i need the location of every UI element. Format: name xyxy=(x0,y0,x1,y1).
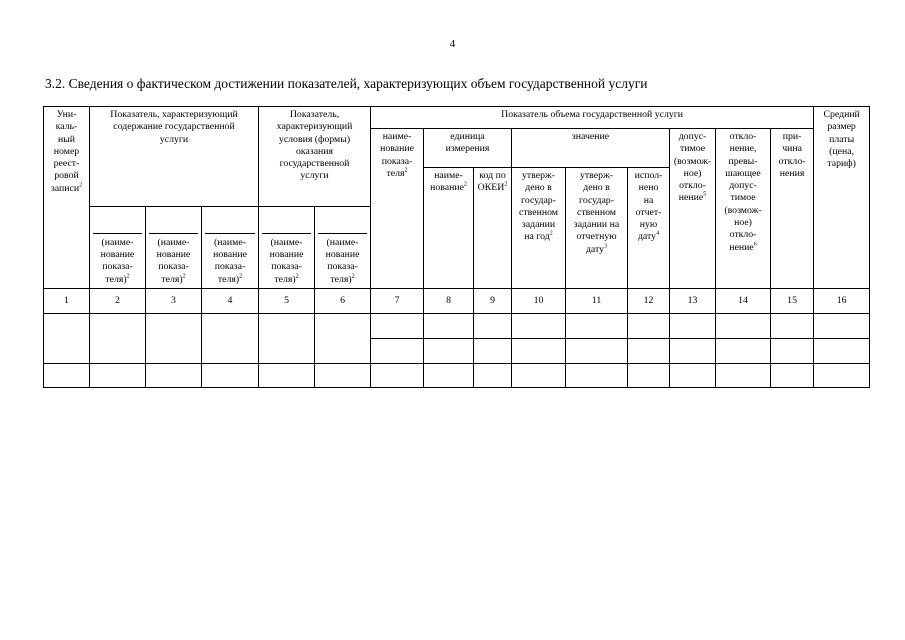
empty-cell xyxy=(371,364,424,388)
header-text-line: показа- xyxy=(327,261,358,273)
header-text-line: номер xyxy=(53,145,80,157)
header-text-line: показа- xyxy=(271,261,302,273)
header-text-line: единица xyxy=(450,131,485,142)
footnote-marker: 2 xyxy=(295,273,299,280)
empty-cell xyxy=(628,339,670,364)
header-text-line: нование xyxy=(213,249,247,261)
empty-cell xyxy=(424,339,474,364)
approved-year-header xyxy=(512,168,566,289)
header-text-line: ственном xyxy=(519,206,558,218)
header-text-line: допус- xyxy=(678,131,707,142)
header-text-line: характеризующий xyxy=(276,121,353,133)
footnote-marker: 2 xyxy=(549,231,553,238)
header-text-line: задании xyxy=(521,219,556,231)
header-text-line: тариф) xyxy=(827,158,856,170)
column-number: 13 xyxy=(670,289,716,314)
column-number-row xyxy=(44,289,870,314)
header-text-line: нование xyxy=(156,249,191,261)
footnote-marker: 2 xyxy=(79,182,83,189)
column-number: 10 xyxy=(512,289,566,314)
header-text-line: утверж- xyxy=(580,170,614,181)
footnote-marker: 2 xyxy=(126,273,130,280)
conditions-subheader-2 xyxy=(315,207,371,289)
empty-cell xyxy=(716,339,771,364)
header-text-line: утверж- xyxy=(522,170,556,181)
content-indicator-header xyxy=(90,107,259,207)
header-text-line: (цена, xyxy=(829,145,855,157)
header-text-line: услуги xyxy=(159,133,189,145)
header-text-line: записи$^2$ xyxy=(50,182,83,194)
unit-name-header xyxy=(424,168,474,289)
header-text-line: ную xyxy=(639,219,658,231)
deviation-reason-header xyxy=(771,129,814,289)
empty-cell xyxy=(474,314,512,339)
empty-cell xyxy=(474,339,512,364)
empty-cell xyxy=(814,339,870,364)
footnote-marker: 2 xyxy=(404,167,408,174)
header-text-line: нование xyxy=(380,143,414,155)
column-number: 7 xyxy=(371,289,424,314)
header-text-line: ный xyxy=(57,133,76,145)
footnote-marker: 4 xyxy=(656,231,660,238)
empty-cell xyxy=(716,364,771,388)
header-text-line: (наиме- xyxy=(101,236,134,248)
header-text-line: показа- xyxy=(102,261,133,273)
empty-cell xyxy=(202,314,259,364)
column-number: 12 xyxy=(628,289,670,314)
column-number: 8 xyxy=(424,289,474,314)
header-text-line: нение, xyxy=(729,143,757,155)
header-text-line: отчетную xyxy=(576,231,617,243)
footnote-marker: 3 xyxy=(604,243,608,250)
header-text-line: ровой xyxy=(54,170,79,182)
header-text-line: Показатель, xyxy=(289,109,340,120)
column-number: 4 xyxy=(202,289,259,314)
empty-cell xyxy=(202,364,259,388)
empty-cell xyxy=(44,364,90,388)
header-text-line: ное) xyxy=(734,217,752,229)
header-text-line: дату$^3$ xyxy=(585,243,608,255)
header-text-line: на xyxy=(643,194,654,206)
column-number: 1 xyxy=(44,289,90,314)
header-text-line: наиме- xyxy=(434,170,463,181)
header-text-line: ное) xyxy=(683,167,702,179)
header-text-line: теля$^2$ xyxy=(386,167,408,179)
average-fee-header xyxy=(814,107,870,289)
exceeding-deviation-header xyxy=(716,129,771,289)
content-subheader-2 xyxy=(146,207,202,289)
header-text-line: (наиме- xyxy=(214,236,246,248)
approved-date-header xyxy=(566,168,628,289)
header-text-line: (наиме- xyxy=(326,236,359,248)
header-text-line: Уни- xyxy=(56,109,77,120)
header-text-line: условия (формы) xyxy=(278,133,351,145)
header-text-line: теля)$^2$ xyxy=(161,273,186,285)
empty-cell xyxy=(424,364,474,388)
header-text-line: нение$^6$ xyxy=(729,241,757,253)
empty-cell xyxy=(670,314,716,339)
header-text-line: нование xyxy=(269,249,304,261)
header-text-line: нование$^2$ xyxy=(430,182,467,194)
header-text-line: Показатель, характеризующий xyxy=(110,109,238,120)
header-text-line: каль- xyxy=(55,121,78,133)
header-text-line: ОКЕИ$^2$ xyxy=(477,182,508,194)
header-text-line: государ- xyxy=(579,194,614,206)
header-text-line: показа- xyxy=(158,261,189,273)
unit-okei-header xyxy=(474,168,512,289)
column-number: 9 xyxy=(474,289,512,314)
content-subheader-1 xyxy=(90,207,146,289)
header-text-line: при- xyxy=(782,131,802,142)
header-text-line: тимое xyxy=(679,143,706,155)
conditions-subheader-1 xyxy=(259,207,315,289)
header-text-line: нено xyxy=(638,182,659,194)
header-text-line: код по xyxy=(479,170,506,181)
empty-cell xyxy=(512,339,566,364)
header-text-line: ственном xyxy=(577,206,616,218)
header-text-line: допус- xyxy=(729,180,757,192)
empty-cell xyxy=(814,364,870,388)
header-text-line: Средний xyxy=(823,109,860,120)
table-row xyxy=(44,364,870,388)
table-row xyxy=(44,314,870,339)
section-title: 3.2. Сведения о фактическом достижении показателей, характеризующих объем государственной услуги xyxy=(45,76,648,91)
header-text-line: превы- xyxy=(728,155,758,167)
unit-header xyxy=(424,129,512,168)
empty-cell xyxy=(146,314,202,364)
header-text-line: услуги xyxy=(300,170,329,182)
empty-cell xyxy=(315,314,371,364)
column-number: 14 xyxy=(716,289,771,314)
header-text-line: нование xyxy=(325,249,360,261)
header-text-line: показа- xyxy=(381,155,413,167)
header-text-line: откло- xyxy=(729,131,757,142)
content-subheader-3 xyxy=(202,207,259,289)
header-text-line: нование xyxy=(100,249,135,261)
column-number: 16 xyxy=(814,289,870,314)
empty-cell xyxy=(146,364,202,388)
indicator-name-header xyxy=(371,129,424,289)
empty-cell xyxy=(771,314,814,339)
header-text-line: показа- xyxy=(214,261,246,273)
header-text-line: дату$^4$ xyxy=(637,231,660,243)
header-text-line: размер xyxy=(827,121,856,133)
footnote-marker: 2 xyxy=(239,273,243,280)
header-text-line: дено в xyxy=(525,182,552,194)
footnote-marker: 5 xyxy=(703,192,707,199)
header-text-line: откло- xyxy=(778,155,806,167)
header-text-line: чина xyxy=(782,143,802,155)
empty-cell xyxy=(771,339,814,364)
value-header: значение xyxy=(512,129,670,168)
footnote-marker: 2 xyxy=(351,273,355,280)
empty-cell xyxy=(814,314,870,339)
empty-cell xyxy=(628,364,670,388)
empty-cell xyxy=(259,364,315,388)
header-text-line: государ- xyxy=(521,194,556,206)
header-text-line: (наиме- xyxy=(157,236,190,248)
header-text-line: задании на xyxy=(573,219,620,231)
empty-cell xyxy=(90,364,146,388)
header-text-line: (наиме- xyxy=(270,236,303,248)
header-text-line: содержание государственной xyxy=(113,121,235,133)
empty-cell xyxy=(371,314,424,339)
registry-number-header xyxy=(44,107,90,289)
header-text-line: на год$^2$ xyxy=(524,231,553,243)
header-text-line: испол- xyxy=(634,170,663,181)
empty-cell xyxy=(424,314,474,339)
header-text-line: откло- xyxy=(729,229,757,241)
header-text-line: теля)$^2$ xyxy=(105,273,130,285)
empty-cell xyxy=(512,364,566,388)
header-text-line: откло- xyxy=(679,180,706,192)
empty-cell xyxy=(315,364,371,388)
footnote-marker: 2 xyxy=(504,182,508,189)
empty-cell xyxy=(474,364,512,388)
footnote-marker: 2 xyxy=(182,273,186,280)
volume-indicator-header: Показатель объема государственной услуги xyxy=(371,107,814,129)
header-text-line: нение$^5$ xyxy=(678,192,707,204)
empty-cell xyxy=(628,314,670,339)
header-text-line: (возмож- xyxy=(724,204,762,216)
empty-cell xyxy=(44,314,90,364)
header-text-line: (возмож- xyxy=(673,155,712,167)
header-text-line: наиме- xyxy=(382,131,412,142)
header-text-line: дено в xyxy=(583,182,610,194)
empty-cell xyxy=(90,314,146,364)
page-number: 4 xyxy=(449,38,456,50)
header-text-line: теля)$^2$ xyxy=(274,273,299,285)
conditions-indicator-header xyxy=(259,107,371,207)
header-text-line: теля)$^2$ xyxy=(217,273,243,285)
column-number: 11 xyxy=(566,289,628,314)
empty-cell xyxy=(670,364,716,388)
empty-cell xyxy=(716,314,771,339)
header-text-line: государственной xyxy=(279,158,350,170)
empty-cell xyxy=(566,314,628,339)
header-text-line: реест- xyxy=(53,158,80,170)
executed-header xyxy=(628,168,670,289)
header-text-line: тимое xyxy=(730,192,756,204)
footnote-marker: 6 xyxy=(753,241,757,248)
column-number: 5 xyxy=(259,289,315,314)
footnote-marker: 2 xyxy=(463,182,467,189)
empty-cell xyxy=(371,339,424,364)
empty-cell xyxy=(670,339,716,364)
header-text-line: теля)$^2$ xyxy=(330,273,355,285)
header-text-line: оказания xyxy=(295,145,334,157)
column-number: 15 xyxy=(771,289,814,314)
header-text-line: платы xyxy=(829,133,855,145)
empty-cell xyxy=(566,364,628,388)
header-text-line: шающее xyxy=(725,167,761,179)
empty-cell xyxy=(259,314,315,364)
header-text-line: нения xyxy=(779,167,805,179)
header-text-line: отчет- xyxy=(635,206,662,218)
empty-cell xyxy=(512,314,566,339)
empty-cell xyxy=(771,364,814,388)
column-number: 3 xyxy=(146,289,202,314)
column-number: 6 xyxy=(315,289,371,314)
empty-cell xyxy=(566,339,628,364)
header-text-line: измерения xyxy=(445,143,490,155)
volume-indicators-table xyxy=(43,106,870,388)
column-number: 2 xyxy=(90,289,146,314)
allowed-deviation-header xyxy=(670,129,716,289)
